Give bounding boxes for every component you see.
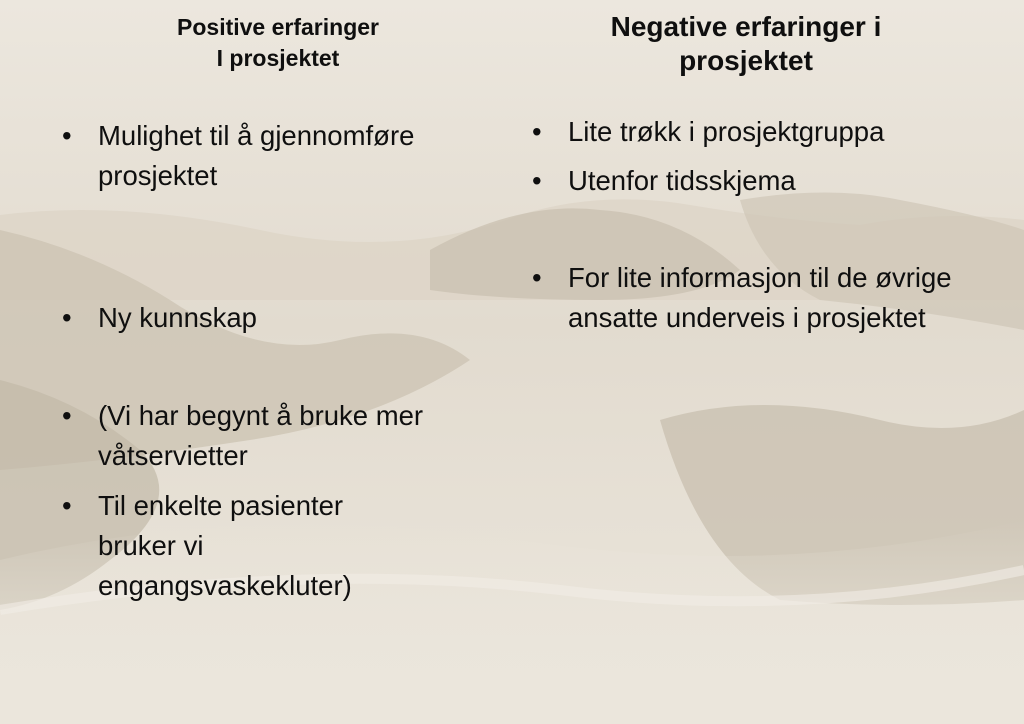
positive-bullet-item: • Ny kunnskap <box>58 298 257 338</box>
negative-bullet-item: • For lite informasjon til de øvrige ansatte underveis i prosjektet <box>528 258 968 338</box>
positive-bullet-item: • Mulighet til å gjennomføre prosjektet <box>58 116 518 196</box>
positive-title-line-1: Positive erfaringer <box>177 14 379 40</box>
positive-bullet-item: • Til enkelte pasienter bruker vi engangsvaskekluter) <box>58 486 418 606</box>
negative-column-title: Negative erfaringer i prosjektet <box>610 11 882 76</box>
negative-bullet-item: • Lite trøkk i prosjektgruppa <box>528 112 884 152</box>
positive-bullet-item: • (Vi har begynt å bruke mer våtservietter <box>58 396 518 476</box>
negative-bullet-item: • Utenfor tidsskjema <box>528 161 796 201</box>
positive-column-title <box>120 12 436 74</box>
positive-title-line-2: I prosjektet <box>216 45 340 72</box>
